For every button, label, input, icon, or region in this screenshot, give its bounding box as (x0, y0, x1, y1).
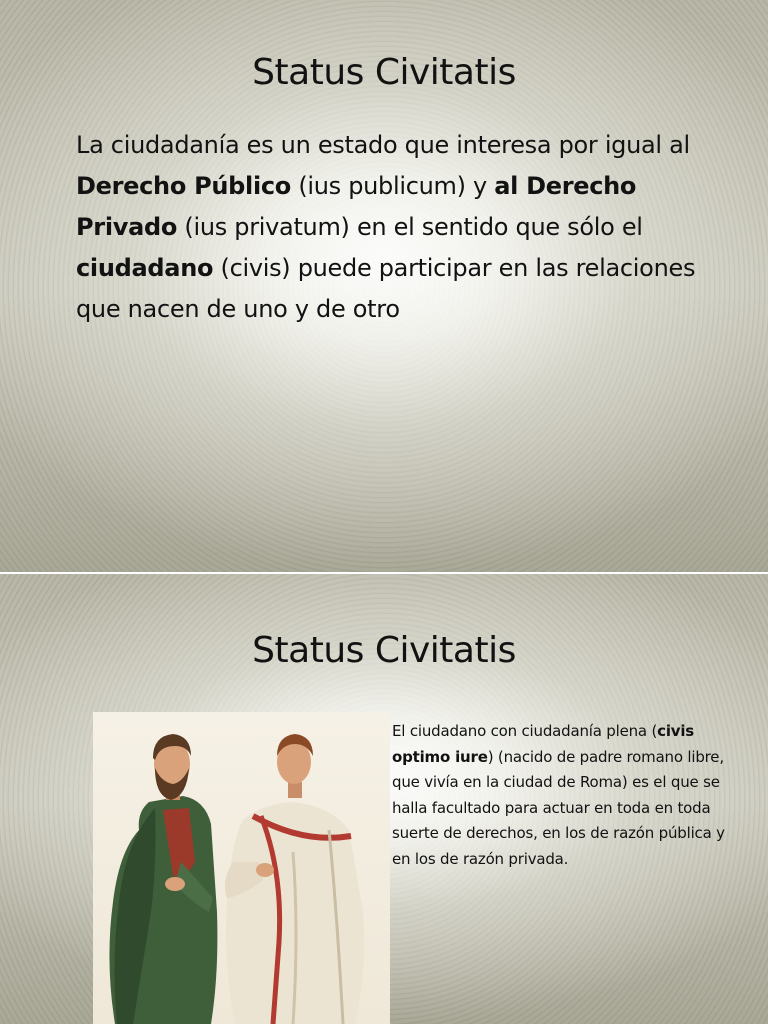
side-bold-civis-optimo-iure: civis optimo iure (392, 722, 695, 766)
slide-2 (0, 574, 768, 1024)
two-roman-citizens-illustration-icon (93, 712, 390, 1024)
slide-body-text (76, 125, 716, 330)
side-text-run: El ciudadano con ciudadanía plena ( (392, 722, 658, 740)
slide-title: Status Civitatis (252, 52, 516, 93)
body-bold-ciudadano: ciudadano (76, 254, 214, 282)
body-text-run: La ciudadanía es un estado que interesa por igual al (76, 131, 690, 159)
body-text-run: (ius publicum) y (291, 172, 495, 200)
body-bold-derecho-publico: Derecho Público (76, 172, 291, 200)
body-text-run: (civis) puede participar en las relaciones que nacen de uno y de otro (76, 254, 696, 323)
right-figure (225, 734, 364, 1024)
body-text-run: (ius privatum) en el sentido que sólo el (177, 213, 643, 241)
slide-title: Status Civitatis (252, 630, 516, 671)
body-bold-derecho-privado: al Derecho Privado (76, 172, 637, 241)
side-text (392, 719, 732, 872)
side-text-run: ) (nacido de padre romano libre, que vivía en la ciudad de Roma) es el que se halla facultado para actuar en toda en toda suerte de derechos, en los de razón pública y en los de razón privada. (392, 747, 725, 868)
roman-citizens-image (93, 712, 390, 1024)
left-figure (109, 734, 217, 1024)
